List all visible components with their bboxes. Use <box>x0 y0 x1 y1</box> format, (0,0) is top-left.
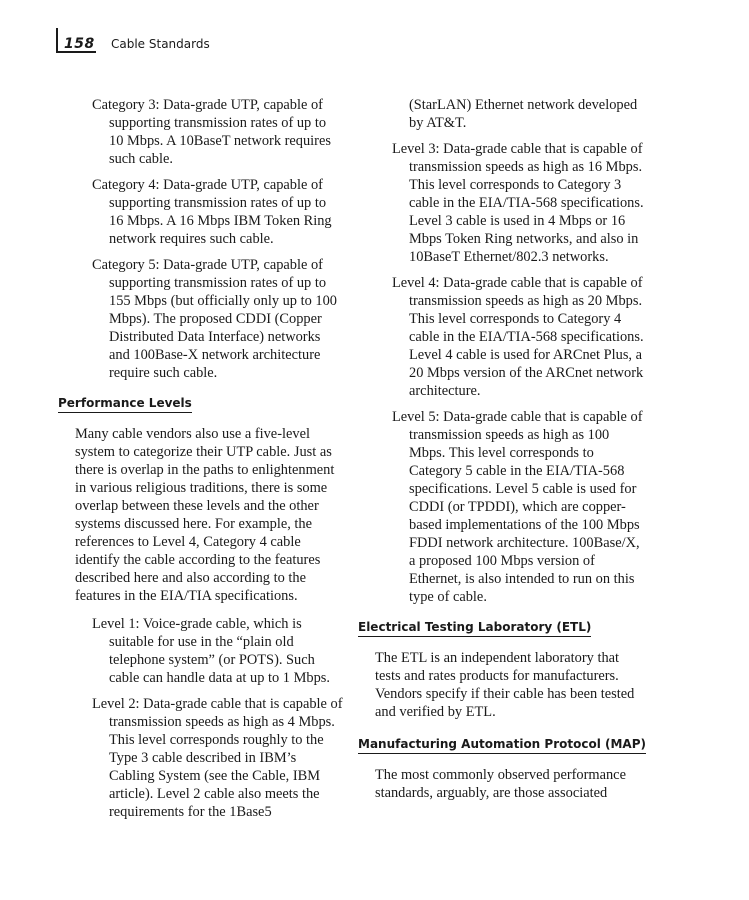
running-title: Cable Standards <box>111 37 210 51</box>
entry-term: Level 1: <box>92 616 140 632</box>
left-column <box>58 96 343 829</box>
level-5-entry <box>392 408 648 606</box>
entry-text: Data-grade cable that is capable of transmission speeds as high as 100 Mbps. This level corresponds to Category 5 cable in the EIA/TIA-568 specifications. Level 5 cable is used for CDDI (or TPDDI), which are copper-based implementations of the 100 Mbps FDDI network architecture. 100Base/X, a proposed 100 Mbps version of Ethernet, is also intended to run on this type of cable. <box>409 409 643 605</box>
entry-term: Level 4: <box>392 275 440 291</box>
page-number: 158 <box>64 36 95 52</box>
entry-text: Data-grade cable that is capable of transmission speeds as high as 20 Mbps. This level corresponds to Category 4 cable in the EIA/TIA-568 specifications. Level 4 cable is used for ARCnet Plus, a 20 Mbps version of the ARCnet network architecture. <box>409 275 644 399</box>
etl-heading: Electrical Testing Laboratory (ETL) <box>358 620 591 637</box>
performance-levels-paragraph: Many cable vendors also use a five-level system to categorize their UTP cable. Just as there is overlap in the paths to enlightenment in various religious traditions, there is some overlap between these levels and the other systems discussed here. For example, the references to Level 4, Category 4 cable identify the cable according to the features described here and also according to the features in the EIA/TIA specifications. <box>75 426 335 604</box>
entry-text: Data-grade UTP, capable of supporting transmission rates of up to 10 Mbps. A 10BaseT network requires such cable. <box>109 97 331 167</box>
header-bar <box>56 28 58 52</box>
entry-term: Level 2: <box>92 696 140 712</box>
entry-term: Category 3: <box>92 97 160 113</box>
right-column <box>358 96 648 812</box>
page-header <box>56 28 256 52</box>
entry-text: Data-grade cable that is capable of transmission speeds as high as 4 Mbps. This level corresponds roughly to the Type 3 cable described in IBM’s Cabling System (see the Cable, IBM article). Level 2 cable also meets the requirements for the 1Base5 <box>109 696 343 820</box>
entry-text: Data-grade UTP, capable of supporting transmission rates of up to 155 Mbps (but officially only up to 100 Mbps). The proposed CDDI (Copper Distributed Data Interface) networks and 100Base-X network architecture require such cable. <box>109 257 337 381</box>
level-1-entry <box>92 615 343 687</box>
entry-text: Data-grade cable that is capable of transmission speeds as high as 16 Mbps. This level corresponds to Category 3 cable in the EIA/TIA-568 specifications. Level 3 cable is used in 4 Mbps or 16 Mbps Token Ring networks, and also in 10BaseT Ethernet/802.3 networks. <box>409 141 644 265</box>
category-4-entry <box>92 176 343 248</box>
entry-term: Category 5: <box>92 257 160 273</box>
category-3-entry <box>92 96 343 168</box>
level-3-entry <box>392 140 648 266</box>
entry-term: Level 5: <box>392 409 440 425</box>
level-2-continuation: (StarLAN) Ethernet network developed by AT&T. <box>409 97 638 131</box>
map-paragraph: The most commonly observed performance standards, arguably, are those associated <box>375 767 626 801</box>
category-5-entry <box>92 256 343 382</box>
level-4-entry <box>392 274 648 400</box>
entry-text: Data-grade UTP, capable of supporting transmission rates of up to 16 Mbps. A 16 Mbps IBM Token Ring network requires such cable. <box>109 177 332 247</box>
performance-levels-heading: Performance Levels <box>58 396 192 413</box>
entry-text: Voice-grade cable, which is suitable for use in the “plain old telephone system” (or POTS). Such cable can handle data at up to 1 Mbps. <box>109 616 330 686</box>
level-2-entry <box>92 695 343 821</box>
entry-term: Level 3: <box>392 141 440 157</box>
etl-paragraph: The ETL is an independent laboratory that tests and rates products for manufacturers. Vendors specify if their cable has been tested and verified by ETL. <box>375 650 635 720</box>
entry-term: Category 4: <box>92 177 160 193</box>
map-heading: Manufacturing Automation Protocol (MAP) <box>358 737 646 754</box>
